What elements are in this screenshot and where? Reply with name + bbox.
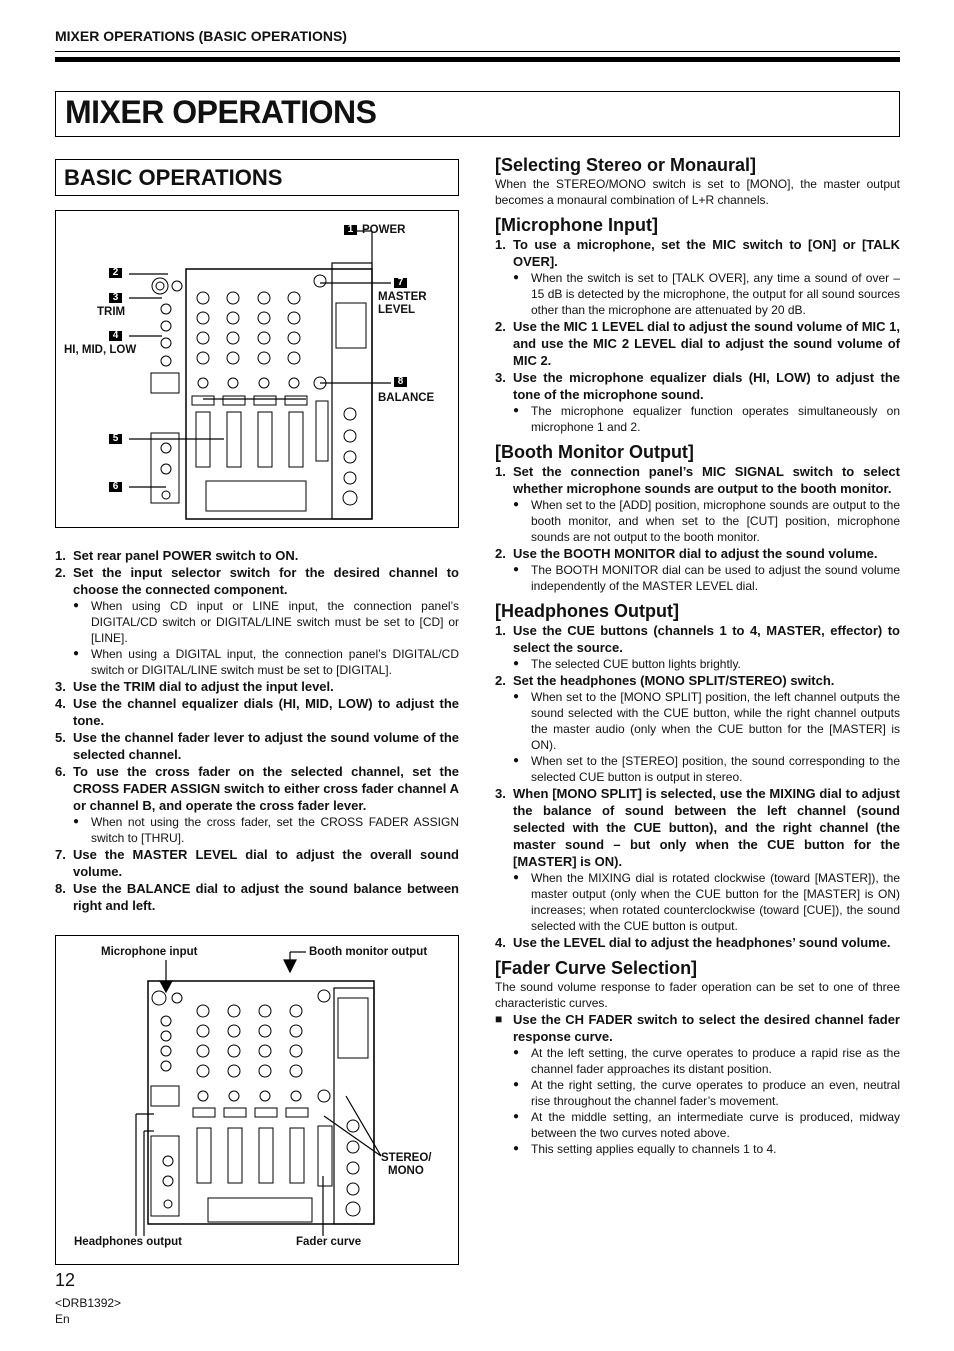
- fader-curve-label: Fader curve: [296, 1236, 362, 1248]
- mixer-panel-figure-2: [55, 935, 459, 1265]
- mic-step-3: 3. Use the microphone equalizer dials (HI, LOW) to adjust the tone of the microphone sound.: [495, 370, 900, 402]
- heading-booth-monitor: [Booth Monitor Output]: [495, 442, 694, 462]
- subtitle-box: [55, 159, 459, 196]
- callout-number-6: 6: [109, 482, 122, 492]
- step-2-note-b: ● When using a DIGITAL input, the connection panel’s DIGITAL/CD switch or DIGITAL/LINE switch must be set to [DIGITAL].: [55, 646, 459, 678]
- step-2: 2. Set the input selector switch for the desired channel to choose the connected component.: [55, 565, 459, 597]
- microphone-input-label: Microphone input: [101, 946, 198, 958]
- fader-note-1: ● At the left setting, the curve operates to produce a rapid rise as the channel fader approaches its distant position.: [495, 1045, 900, 1077]
- heading-stereo-monaural: [Selecting Stereo or Monaural]: [495, 155, 757, 175]
- callout-number-1: 1: [344, 225, 357, 235]
- fader-paragraph: The sound volume response to fader operation can be set to one of three characteristic curves.: [495, 980, 900, 1010]
- mixer-panel-drawing: [56, 211, 458, 527]
- booth-step-2-note: ● The BOOTH MONITOR dial can be used to adjust the sound volume independently of the MASTER LEVEL dial.: [495, 562, 900, 594]
- mic-step-3-note: ● The microphone equalizer function operates simultaneously on microphone 1 and 2.: [495, 403, 900, 435]
- stereo-paragraph: When the STEREO/MONO switch is set to [MONO], the master output becomes a monaural combination of L+R channels.: [495, 177, 900, 207]
- page-number: 12: [55, 1270, 76, 1290]
- head-step-2-note-a: ● When set to the [MONO SPLIT] position, the left channel outputs the sound selected with the CUE button, while the right channel outputs the master audio (only when the CUE button for the [MASTER] is ON).: [495, 689, 900, 753]
- callout-number-2: 2: [109, 268, 122, 278]
- language-code: En: [55, 1312, 70, 1326]
- power-label: POWER: [362, 224, 406, 236]
- step-4: 4. Use the channel equalizer dials (HI, MID, LOW) to adjust the tone.: [55, 696, 459, 728]
- section-title: BASIC OPERATIONS: [64, 165, 283, 190]
- fader-note-3: ● At the middle setting, an intermediate curve is produced, midway between the two curves noted above.: [495, 1109, 900, 1141]
- mixer-panel-drawing-2: [56, 936, 458, 1264]
- booth-monitor-output-label: Booth monitor output: [309, 946, 428, 958]
- callout-number-5: 5: [109, 434, 122, 444]
- heading-fader-curve: [Fader Curve Selection]: [495, 958, 698, 978]
- callout-number-4: 4: [109, 331, 122, 341]
- running-header: MIXER OPERATIONS (BASIC OPERATIONS): [55, 28, 347, 44]
- step-6-note: ● When not using the cross fader, set the CROSS FADER ASSIGN switch to [THRU].: [55, 814, 459, 846]
- booth-step-2: 2. Use the BOOTH MONITOR dial to adjust the sound volume.: [495, 546, 878, 561]
- head-step-3-note: ● When the MIXING dial is rotated clockwise (toward [MASTER]), the master output (only when the CUE button for the [MASTER] is ON) increases; when rotated counterclockwise (toward [CUE]), the sound selected with the CUE button is output.: [495, 870, 900, 934]
- heading-headphones-output: [Headphones Output]: [495, 601, 679, 621]
- header-rule-thin: [55, 51, 900, 52]
- doc-code: <DRB1392>: [55, 1296, 122, 1310]
- head-step-3: 3. When [MONO SPLIT] is selected, use the MIXING dial to adjust the balance of sound between the left channel (sound selected with the CUE button), and the right channel (the master sound – but only when the CUE button for the [MASTER] is ON).: [495, 786, 900, 869]
- stereo-mono-label-1: STEREO/: [381, 1152, 432, 1164]
- step-6: 6. To use the cross fader on the selected channel, set the CROSS FADER ASSIGN switch to either cross fader channel A or channel B, and operate the cross fader lever.: [55, 764, 459, 813]
- eq-label: HI, MID, LOW: [64, 344, 137, 356]
- mic-step-1: 1. To use a microphone, set the MIC switch to [ON] or [TALK OVER].: [495, 237, 900, 269]
- stereo-mono-label-2: MONO: [388, 1165, 424, 1177]
- step-3: 3. Use the TRIM dial to adjust the input level.: [55, 679, 334, 694]
- heading-microphone-input: [Microphone Input]: [495, 215, 658, 235]
- headphones-output-label: Headphones output: [74, 1236, 182, 1248]
- fader-note-2: ● At the right setting, the curve operates to produce an even, neutral rise throughout the channel fader’s movement.: [495, 1077, 900, 1109]
- left-steps: [55, 547, 459, 914]
- head-step-1-note: ● The selected CUE button lights brightly.: [495, 656, 900, 672]
- booth-step-1: 1. Set the connection panel’s MIC SIGNAL switch to select whether microphone sounds are output to the booth monitor.: [495, 464, 900, 496]
- balance-label: BALANCE: [378, 392, 435, 404]
- mic-step-1-note: ● When the switch is set to [TALK OVER], any time a sound of over –15 dB is detected by the microphone, the output for all sound sources other than the microphone are attenuated by 20 dB.: [495, 270, 900, 318]
- step-2-note-a: ● When using CD input or LINE input, the connection panel’s DIGITAL/CD switch or DIGITAL/LINE switch must be set to [CD] or [LINE].: [55, 598, 459, 646]
- page-title: MIXER OPERATIONS: [65, 94, 377, 130]
- mixer-panel-figure-1: [55, 210, 459, 528]
- fader-instruction: ■ Use the CH FADER switch to select the desired channel fader response curve.: [495, 1011, 900, 1045]
- fader-note-4: ● This setting applies equally to channels 1 to 4.: [495, 1141, 900, 1157]
- head-step-4: 4. Use the LEVEL dial to adjust the headphones’ sound volume.: [495, 935, 891, 950]
- head-step-1: 1. Use the CUE buttons (channels 1 to 4, MASTER, effector) to select the source.: [495, 623, 900, 655]
- header-rule-thick: [55, 57, 900, 62]
- head-step-2: 2. Set the headphones (MONO SPLIT/STEREO) switch.: [495, 673, 835, 688]
- right-column: [495, 154, 900, 1157]
- booth-step-1-note: ● When set to the [ADD] position, microphone sounds are output to the booth monitor, and when set to the [CUT] position, microphone sounds are not output to the booth monitor.: [495, 497, 900, 545]
- callout-number-3: 3: [109, 293, 122, 303]
- document-code: [55, 1295, 121, 1327]
- master-level-label-1: MASTER: [378, 291, 427, 303]
- callout-number-8: 8: [394, 377, 407, 387]
- trim-label: TRIM: [97, 306, 126, 318]
- master-level-label-2: LEVEL: [378, 304, 416, 316]
- callout-number-7: 7: [394, 278, 407, 288]
- step-8: 8. Use the BALANCE dial to adjust the sound balance between right and left.: [55, 881, 459, 913]
- step-5: 5. Use the channel fader lever to adjust the sound volume of the selected channel.: [55, 730, 459, 762]
- step-1: 1. Set rear panel POWER switch to ON.: [55, 548, 299, 563]
- mic-step-2: 2. Use the MIC 1 LEVEL dial to adjust the sound volume of MIC 1, and use the MIC 2 LEVEL dial to adjust the sound volume of MIC 2.: [495, 319, 900, 368]
- step-7: 7. Use the MASTER LEVEL dial to adjust the overall sound volume.: [55, 847, 459, 879]
- head-step-2-note-b: ● When set to the [STEREO] position, the sound corresponding to the selected CUE button is output in stereo.: [495, 753, 900, 785]
- title-box: [55, 91, 900, 137]
